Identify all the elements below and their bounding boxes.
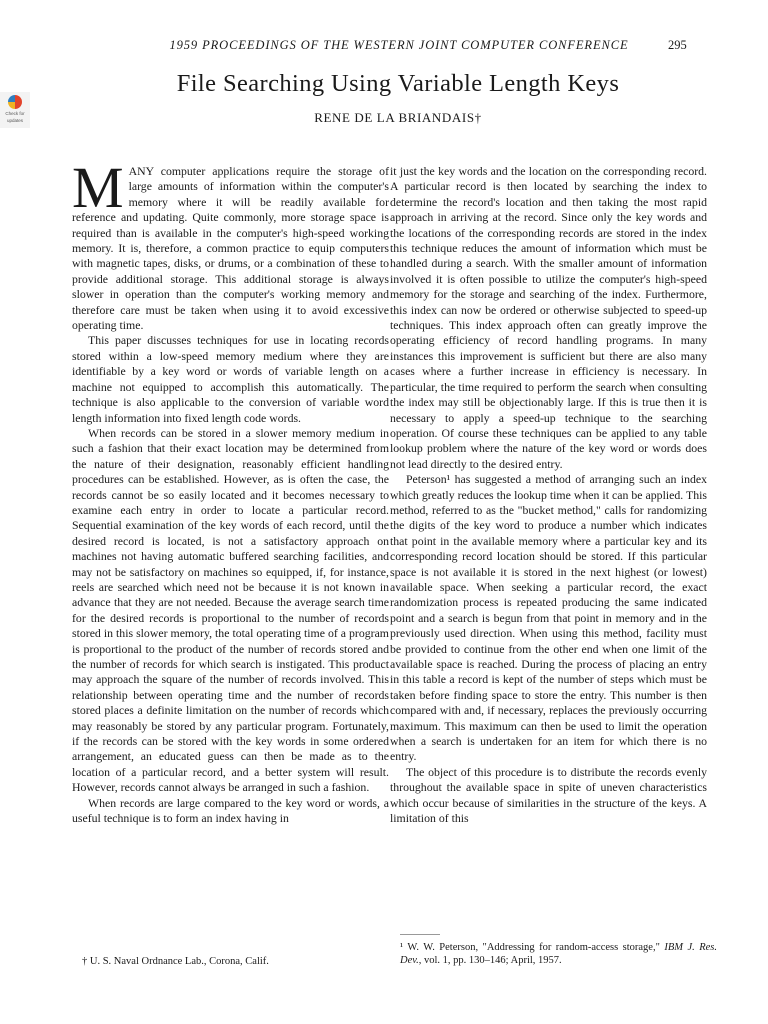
footnote-ref-journal: IBM J. Res. Dev. xyxy=(400,942,718,966)
left-paragraph-1 xyxy=(72,155,389,333)
left-paragraph-1-text: ANY computer applications require the storage of large amounts of information within the computer's memory where it will be readily available for reference and updating. Quite commonly, more storage space is required than is available in the computer's high-speed working memory. It is, therefore, a common practice to equip computers with magnetic tapes, disks, or drums, or a combination of these to provide additional storage. This additional storage is always slower in operation than the computer's working memory and therefore care must be taken when using it to avoid excessive operating time. xyxy=(72,164,389,333)
running-head: 1959 PROCEEDINGS OF THE WESTERN JOINT COMPUTER CONFERENCE xyxy=(169,38,629,52)
page-number: 295 xyxy=(668,38,687,52)
drop-cap: M xyxy=(72,155,124,220)
left-paragraph-2: This paper discusses techniques for use in locating records stored within a low-speed memory medium where they are identifiable by a key word or words of variable length on a machine not equipped to accomplish this automatically. The technique is also applicable to the conversion of variable word length information into fixed length code words. xyxy=(72,333,389,425)
author-line: RENE DE LA BRIANDAIS† xyxy=(314,110,482,125)
footnote-divider xyxy=(400,934,440,935)
left-column xyxy=(72,155,389,826)
footnote-author-affiliation: † U. S. Naval Ordnance Lab., Corona, Calif. xyxy=(82,956,269,967)
footnote-ref-prefix: ¹ W. W. Peterson, "Addressing for random-access storage," xyxy=(400,942,660,953)
left-paragraph-3: When records can be stored in a slower memory medium in such a fashion that their exact location may be determined from the nature of their designation, reasonably efficient handling procedures can be established. However, as is often the case, the records cannot be so easily located and it becomes necessary to examine each entry in order to locate a particular record. Sequential examination of the key words of each record, until the desired record is located, is not a satisfactory approach on machines not having automatic buffered searching facilities, and may not be satisfactory on machines so equipped, if, for instance, reels are searched which need not be because it is not known in advance that they are not needed. Because the average search time for the desired records is proportional to the number of records stored in this slower memory, the total operating time of a program is proportional to the product of the number of records stored and the number of records for which search is instigated. This product may approach the square of the number of records involved. This relationship between operating time and the number of records stored places a definite limitation on the number of records which may reasonably be stored by any particular program. Fortunately, if the records can be stored with the key words in some ordered arrangement, an educated guess can then be made as to the location of a particular record, and a better system will result. However, records cannot always be arranged in such a fashion. xyxy=(72,425,389,795)
footnote-reference-1 xyxy=(400,941,717,967)
badge-label-line1: Check for xyxy=(5,111,25,116)
paper-title: File Searching Using Variable Length Keys xyxy=(176,70,620,97)
footnote-ref-suffix: , vol. 1, pp. 130–146; April, 1957. xyxy=(418,955,562,966)
right-paragraph-1: it just the key words and the location on the corresponding record. A particular record is then located by searching the index to determine the record's location and then taking the most rapid approach in arriving at the record. Since only the key words and the locations of the corresponding records are stored in the index this technique reduces the amount of information which must be handled during a search. With the smaller amount of information involved it is often possible to utilize the computer's high-speed memory for the storage and searching of the index. Furthermore, this index can now be ordered or otherwise subjected to speed-up techniques. This index approach often can greatly improve the operating efficiency of record handling programs. In many instances this improvement is sufficient but there are also many cases where a further increase in efficiency is necessary. In particular, the time required to perform the search when consulting the index may still be objectionably large. If this is true then it is necessary to apply a speed-up technique to the searching operation. Of course these techniques can be applied to any table lookup problem where the nature of the key word or words does not lead directly to the desired entry. xyxy=(390,164,707,471)
right-column xyxy=(390,164,707,826)
right-paragraph-2: Peterson¹ has suggested a method of arranging such an index which greatly reduces the lookup time when it can be applied. This method, referred to as the "bucket method," calls for randomizing the digits of the key word to produce a number which indicates that point in the available memory where a particular key and its corresponding record location should be stored. If this particular space is not available it is stored in the next highest (or lowest) available space. When seeking a particular record, the exact randomization process is repeated producing the same indicated point and a search is begun from that point in memory and in the previously used direction. When using this method, facility must be provided to continue from the other end when one limit of the available space is reached. During the process of placing an entry in this table a record is kept of the number of steps which must be taken before finding space to store the entry. This number is then compared with and, if necessary, replaces the previously occurring maximum. This maximum can then be used to limit the operation when a search is undertaken for an item for which there is no entry. xyxy=(390,472,707,764)
right-paragraph-3: The object of this procedure is to distribute the records evenly throughout the available space in spite of uneven characteristics which occur because of similarities in the structure of the keys. A limitation of this xyxy=(390,764,707,826)
left-paragraph-4: When records are large compared to the key word or words, a useful technique is to form an index having in xyxy=(72,795,389,826)
badge-label-line2: updates xyxy=(6,118,23,123)
